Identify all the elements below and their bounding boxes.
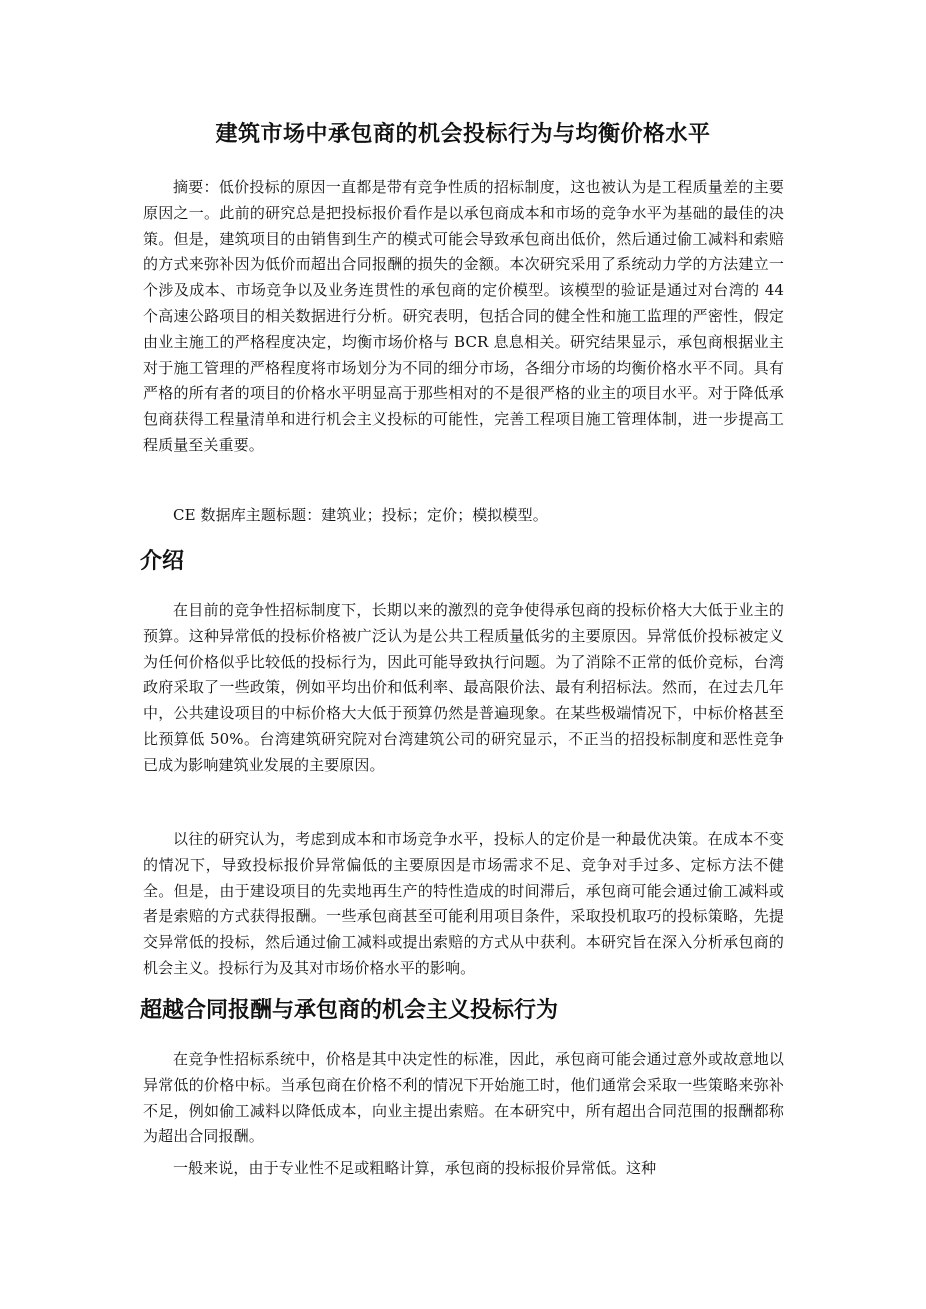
body-paragraph: 以往的研究认为，考虑到成本和市场竞争水平，投标人的定价是一种最优决策。在成本不变的情况下，导致投标报价异常偏低的主要原因是市场需求不足、竞争对手过多、定标方法不健全。但是，由于建设项目的先卖地再生产的特性造成的时间滞后，承包商可能会通过偷工减料或者是索赔的方式获得报酬。一些承包商甚至可能利用项目条件，采取投机取巧的投标策略，先提交异常低的投标，然后通过偷工减料或提出索赔的方式从中获利。本研究旨在深入分析承包商的机会主义。投标行为及其对市场价格水平的影响。 <box>143 830 784 977</box>
section-heading-opportunistic-bidding: 超越合同报酬与承包商的机会主义投标行为 <box>140 998 559 1023</box>
section-heading-introduction: 介绍 <box>140 549 185 574</box>
document-title: 建筑市场中承包商的机会投标行为与均衡价格水平 <box>215 122 711 147</box>
body-paragraph: 一般来说，由于专业性不足或粗略计算，承包商的投标报价异常低。这种 <box>173 1159 657 1177</box>
body-paragraph: 在竞争性招标系统中，价格是其中决定性的标准，因此，承包商可能会通过意外或故意地以异常低的价格中标。当承包商在价格不利的情况下开始施工时，他们通常会采取一些策略来弥补不足，例如偷工减料以降低成本，向业主提出索赔。在本研究中，所有超出合同范围的报酬都称为超出合同报酬。 <box>143 1050 784 1146</box>
body-paragraph: 在目前的竞争性招标制度下，长期以来的激烈的竞争使得承包商的投标价格大大低于业主的预算。这种异常低的投标价格被广泛认为是公共工程质量低劣的主要原因。异常低价投标被定义为任何价格似乎比较低的投标行为，因此可能导致执行问题。为了消除不正常的低价竞标，台湾政府采取了一些政策，例如平均出价和低利率、最高限价法、最有利招标法。然而，在过去几年中，公共建设项目的中标价格大大低于预算仍然是普遍现象。在某些极端情况下，中标价格甚至比预算低 50%。台湾建筑研究院对台湾建筑公司的研究显示，不正当的招投标制度和恶性竞争已成为影响建筑业发展的主要原因。 <box>143 601 784 774</box>
abstract-paragraph: 摘要：低价投标的原因一直都是带有竞争性质的招标制度，这也被认为是工程质量差的主要原因之一。此前的研究总是把投标报价看作是以承包商成本和市场的竞争水平为基础的最佳的决策。但是，建筑项目的由销售到生产的模式可能会导致承包商出低价，然后通过偷工减料和索赔的方式来弥补因为低价而超出合同报酬的损失的金额。本次研究采用了系统动力学的方法建立一个涉及成本、市场竞争以及业务连贯性的承包商的定价模型。该模型的验证是通过对台湾的 44 个高速公路项目的相关数据进行分析。研究表明，包括合同的健全性和施工监理的严密性，假定由业主施工的严格程度决定，均衡市场价格与 BCR 息息相关。研究结果显示，承包商根据业主对于施工管理的严格程度将市场划分为不同的细分市场，各细分市场的均衡价格水平不同。具有严格的所有者的项目的价格水平明显高于那些相对的不是很严格的业主的项目水平。对于降低承包商获得工程量清单和进行机会主义投标的可能性，完善工程项目施工管理体制，进一步提高工程质量至关重要。 <box>143 178 784 454</box>
keywords-paragraph: CE 数据库主题标题：建筑业；投标；定价；模拟模型。 <box>173 506 548 524</box>
